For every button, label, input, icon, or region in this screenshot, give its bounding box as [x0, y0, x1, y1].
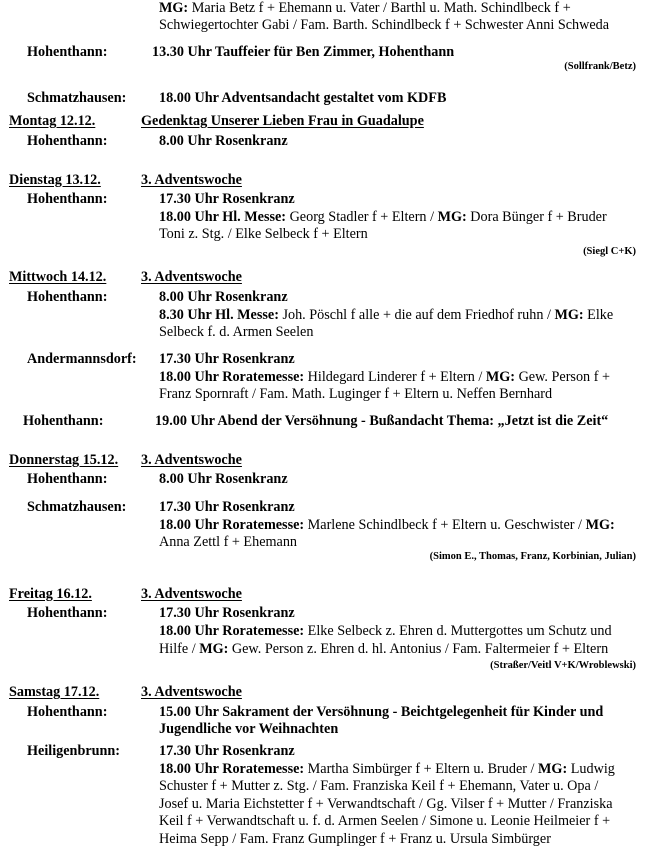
text: Anna Zettl f + Ehemann — [159, 534, 298, 550]
bold-text: 18.00 Uhr Roratemesse: — [159, 623, 305, 639]
schedule-line — [159, 498, 295, 516]
location-label: Hohenthann: — [27, 471, 108, 487]
text: Martha Simbürger f + Eltern u. Bruder / — [304, 761, 539, 777]
schedule-line — [159, 306, 613, 324]
location-label: Hohenthann: — [27, 289, 108, 305]
bold-text: MG: — [485, 369, 516, 385]
schedule-line — [159, 385, 552, 403]
schedule-line — [159, 795, 613, 813]
schedule-line — [159, 760, 615, 778]
schedule-line — [159, 288, 288, 306]
text: Georg Stadler f + Eltern / — [286, 209, 438, 225]
schedule-line — [159, 132, 288, 150]
day-label: Montag 12.12. — [9, 113, 96, 129]
schedule-line — [159, 368, 610, 386]
schedule-line — [159, 777, 598, 795]
ministrant-note: (Siegl C+K) — [583, 246, 636, 257]
text: Maria Betz f + Ehemann u. Vater / Barthl u. Math. Schindlbeck f + — [188, 0, 571, 16]
text: Dora Bünger f + Bruder — [466, 209, 607, 225]
schedule-line — [159, 350, 295, 368]
schedule-line — [159, 742, 295, 760]
schedule-line — [159, 830, 551, 848]
schedule-line — [152, 43, 454, 61]
bold-text: Jugendliche vor Weihnachten — [159, 721, 339, 737]
bold-text: 18.00 Uhr Hl. Messe: — [159, 209, 287, 225]
bold-text: 18.00 Uhr Adventsandacht gestaltet vom KDFB — [159, 90, 447, 106]
schedule-line — [159, 190, 295, 208]
bold-text: 17.30 Uhr Rosenkranz — [159, 605, 295, 621]
text: Elke Selbeck z. Ehren d. Muttergottes um Schutz und — [304, 623, 612, 639]
bold-text: 8.00 Uhr Rosenkranz — [159, 289, 288, 305]
schedule-line — [159, 720, 338, 738]
bold-text: MG: — [437, 209, 467, 225]
day-title: 3. Adventswoche — [141, 172, 242, 188]
text: Gew. Person z. Ehren d. hl. Antonius / Fam. Faltermeier f + Eltern — [228, 641, 609, 657]
location-label: Schmatzhausen: — [27, 499, 127, 515]
schedule-line — [159, 225, 368, 243]
text: Elke — [583, 307, 614, 323]
bold-text: MG: — [159, 0, 189, 16]
bold-text: 13.30 Uhr Tauffeier für Ben Zimmer, Hohenthann — [152, 44, 455, 60]
location-label: Hohenthann: — [27, 133, 108, 149]
ministrant-note: (Simon E., Thomas, Franz, Korbinian, Julian) — [429, 551, 636, 562]
schedule-line — [159, 640, 608, 658]
schedule-line — [159, 0, 571, 17]
text: Ludwig — [567, 761, 615, 777]
text: Selbeck f. d. Armen Seelen — [159, 324, 314, 340]
text: Josef u. Maria Eichstetter f + Verwandtschaft / Gg. Vilser f + Mutter / Franziska — [159, 796, 613, 812]
location-label: Hohenthann: — [27, 191, 108, 207]
schedule-line — [159, 604, 295, 622]
location-label: Heiligenbrunn: — [27, 743, 121, 759]
bold-text: 17.30 Uhr Rosenkranz — [159, 499, 295, 515]
schedule-line — [159, 533, 297, 551]
day-label: Donnerstag 15.12. — [9, 452, 119, 468]
text: Hilfe / — [159, 641, 200, 657]
day-label: Freitag 16.12. — [9, 586, 92, 602]
text: Hildegard Linderer f + Eltern / — [304, 369, 486, 385]
location-label: Hohenthann: — [23, 413, 104, 429]
bold-text: 17.30 Uhr Rosenkranz — [159, 351, 295, 367]
schedule-line — [159, 703, 603, 721]
day-title: 3. Adventswoche — [141, 269, 242, 285]
day-title: Gedenktag Unserer Lieben Frau in Guadalupe — [141, 113, 424, 129]
ministrant-note: (Sollfrank/Betz) — [564, 61, 636, 72]
bold-text: 18.00 Uhr Roratemesse: — [159, 517, 305, 533]
location-label: Hohenthann: — [27, 704, 108, 720]
bold-text: 18.00 Uhr Roratemesse: — [159, 761, 305, 777]
text: Franz Spornraft / Fam. Math. Luginger f + Eltern u. Neffen Bernhard — [159, 386, 553, 402]
text: Heima Sepp / Fam. Franz Gumplinger f + Franz u. Ursula Simbürger — [159, 831, 551, 847]
day-title: 3. Adventswoche — [141, 586, 242, 602]
location-label: Hohenthann: — [27, 44, 108, 60]
location-label: Andermannsdorf: — [27, 351, 137, 367]
text: Marlene Schindlbeck f + Eltern u. Geschwister / — [304, 517, 586, 533]
day-title: 3. Adventswoche — [141, 452, 242, 468]
text: Toni z. Stg. / Elke Selbeck f + Eltern — [159, 226, 368, 242]
bold-text: MG: — [585, 517, 615, 533]
bold-text: 18.00 Uhr Roratemesse: — [159, 369, 305, 385]
bold-text: MG: — [554, 307, 584, 323]
bold-text: 8.00 Uhr Rosenkranz — [159, 471, 288, 487]
location-label: Hohenthann: — [27, 605, 108, 621]
schedule-line — [159, 89, 446, 107]
text: Schuster f + Mutter z. Stg. / Fam. Franziska Keil f + Ehemann, Vater u. Opa / — [159, 778, 599, 794]
day-label: Mittwoch 14.12. — [9, 269, 107, 285]
bold-text: 17.30 Uhr Rosenkranz — [159, 191, 295, 207]
bold-text: 19.00 Uhr Abend der Versöhnung - Bußandacht Thema: „Jetzt ist die Zeit“ — [155, 413, 609, 429]
day-title: 3. Adventswoche — [141, 684, 242, 700]
day-label: Dienstag 13.12. — [9, 172, 101, 188]
bold-text: 17.30 Uhr Rosenkranz — [159, 743, 295, 759]
bold-text: 15.00 Uhr Sakrament der Versöhnung - Beichtgelegenheit für Kinder und — [159, 704, 604, 720]
schedule-line — [159, 516, 615, 534]
schedule-line — [159, 470, 288, 488]
ministrant-note: (Straßer/Veitl V+K/Wroblewski) — [490, 660, 636, 671]
bold-text: MG: — [538, 761, 568, 777]
schedule-line — [159, 208, 607, 226]
text: Schwiegertochter Gabi / Fam. Barth. Schindlbeck f + Schwester Anni Schweda — [159, 17, 610, 33]
schedule-line — [159, 16, 609, 34]
text: Gew. Person f + — [515, 369, 610, 385]
text: Keil f + Verwandtschaft u. f. d. Armen Seelen / Simone u. Leonie Heilmeier f + — [159, 813, 611, 829]
schedule-line — [155, 412, 608, 430]
location-label: Schmatzhausen: — [27, 90, 127, 106]
bold-text: 8.00 Uhr Rosenkranz — [159, 133, 288, 149]
text: Joh. Pöschl f alle + die auf dem Friedhof ruhn / — [278, 307, 555, 323]
schedule-line — [159, 812, 610, 830]
schedule-line — [159, 323, 313, 341]
bold-text: MG: — [199, 641, 229, 657]
bold-text: 8.30 Uhr Hl. Messe: — [159, 307, 279, 323]
schedule-line — [159, 622, 612, 640]
day-label: Samstag 17.12. — [9, 684, 100, 700]
